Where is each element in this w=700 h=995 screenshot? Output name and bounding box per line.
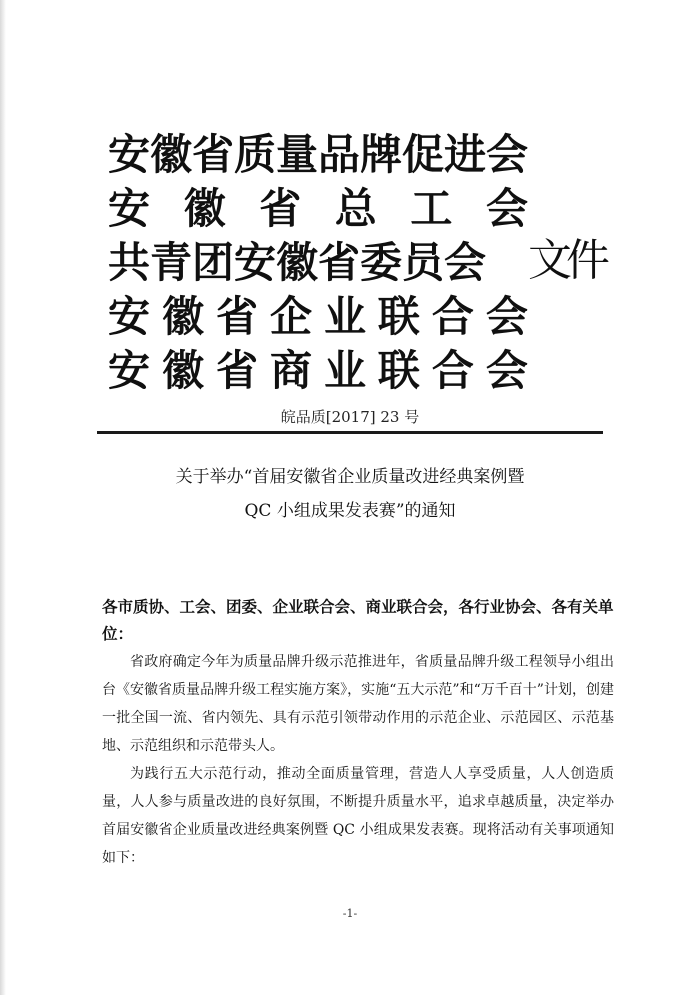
- issuer-4-char: 业: [323, 292, 366, 341]
- issuer-2-char: 徽: [183, 184, 226, 233]
- issuer-4-char: 联: [377, 292, 420, 341]
- issuer-1: 安徽省质量品牌促进会: [108, 130, 528, 179]
- issuer-5-char: 安: [108, 346, 151, 395]
- issuer-2-char: 安: [108, 184, 151, 233]
- issuer-4-char: 企: [269, 292, 312, 341]
- notice-title-line-1: 关于举办“首届安徽省企业质量改进经典案例暨: [175, 467, 525, 487]
- issuer-2-char: 会: [485, 184, 528, 233]
- issuer-5-char: 省: [215, 346, 258, 395]
- body-paragraph-2: 为践行五大示范行动，推动全面质量管理，营造人人享受质量，人人创造质量，人人参与质量改进的良好氛围，不断提升质量水平，追求卓越质量，决定举办首届安徽省企业质量改进经典案例暨 QC 小组成果发表赛。现将活动有关事项通知如下：: [102, 766, 614, 866]
- page-number: -1-: [342, 907, 358, 920]
- issuer-2-char: 工: [410, 184, 453, 233]
- notice-title-line-2: QC 小组成果发表赛”的通知: [244, 501, 456, 521]
- issuer-4: [108, 292, 528, 342]
- issuer-4-char: 会: [485, 292, 528, 341]
- document-suffix: 文件: [528, 235, 604, 286]
- issuer-2-char: 省: [259, 184, 302, 233]
- issuer-5-char: 业: [323, 346, 366, 395]
- issuer-5-char: 徽: [161, 346, 204, 395]
- issuer-5-char: 会: [485, 346, 528, 395]
- issuer-3: 共青团安徽省委员会: [108, 238, 487, 287]
- issuer-4-char: 省: [215, 292, 258, 341]
- issuer-4-char: 合: [431, 292, 474, 341]
- issuer-5: [108, 346, 528, 396]
- issuer-5-char: 合: [431, 346, 474, 395]
- body-paragraph-1: 省政府确定今年为质量品牌升级示范推进年，省质量品牌升级工程领导小组出台《安徽省质量品牌升级工程实施方案》，实施“五大示范”和“万千百十”计划，创建一批全国一流、省内领先、具有示范引领带动作用的示范企业、示范园区、示范基地、示范组织和示范带头人。: [102, 654, 614, 754]
- document-header: [0, 0, 700, 400]
- issuer-4-char: 徽: [161, 292, 204, 341]
- issuer-5-char: 联: [377, 346, 420, 395]
- issuer-2-char: 总: [334, 184, 377, 233]
- document-number: 皖品质[2017] 23 号: [280, 408, 420, 426]
- issuer-2: [108, 184, 528, 234]
- salutation: 各市质协、工会、团委、企业联合会、商业联合会，各行业协会、各有关单位：: [102, 598, 614, 643]
- issuer-4-char: 安: [108, 292, 151, 341]
- header-rule: [97, 431, 603, 434]
- issuer-5-char: 商: [269, 346, 312, 395]
